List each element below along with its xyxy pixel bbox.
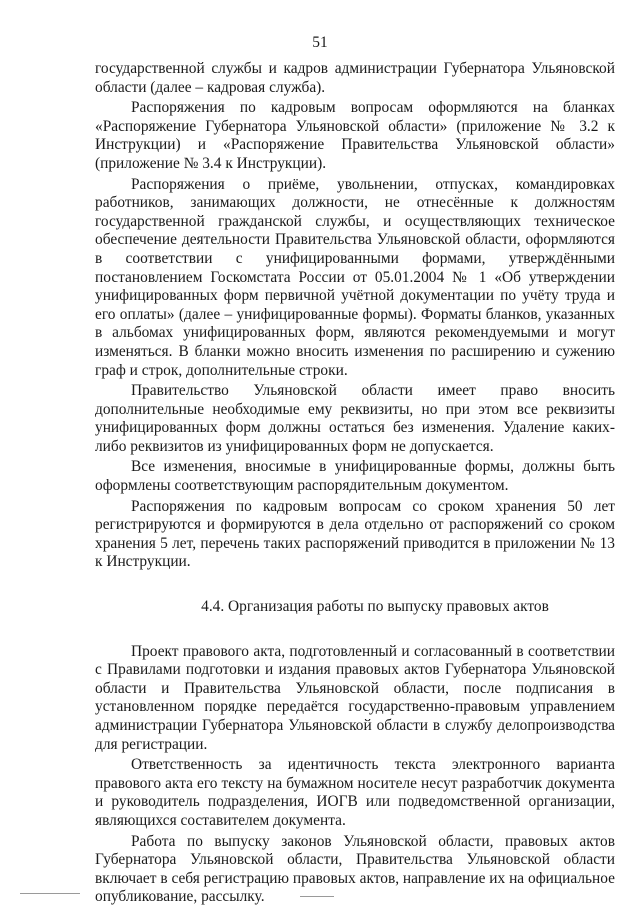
- paragraph-publication-work: Работа по выпуску законов Ульяновской области, правовых актов Губернатора Ульяновской области, Правительства Ульяновской области включает в себя регистрацию правовых актов, направление их на официальное опубликование, рассылку.: [95, 832, 615, 906]
- section-heading: 4.4. Организация работы по выпуску правовых актов: [201, 598, 549, 616]
- paragraph-requisites: Правительство Ульяновской области имеет право вносить дополнительные необходимые ему реквизиты, но при этом все реквизиты унифицированных форм должны остаться без изменения. Удаление каких-либо реквизитов из унифицированных форм не допускается.: [95, 382, 615, 455]
- paragraph-unified-forms: Распоряжения о приёме, увольнении, отпусках, командировках работников, занимающих должности, не отнесённые к должностям государственной гражданской службы, и осуществляющих техническое обеспечение деятельности Правительства Ульяновской области, оформляются в соответствии с унифицированными формами, утверждёнными постановлением Госкомстата России от 05.01.2004 № 1 «Об утверждении унифицированных форм первичной учётной документации по учёту труда и его оплаты» (далее – унифицированные формы). Форматы бланков, указанных в альбомах унифицированных форм, являются рекомендуемыми и могут изменяться. В бланки можно вносить изменения по расширению и сужению граф и строк, дополнительные строки.: [95, 175, 615, 379]
- paragraph-draft-act: Проект правового акта, подготовленный и согласованный в соответствии с Правилами подготовки и издания правовых актов Губернатора Ульяновской области и Правительства Ульяновской области, после подписания в установленном порядке передаётся государственно-правовым управлением администрации Губернатора Ульяновской области в службу делопроизводства для регистрации.: [95, 642, 615, 753]
- document-body: [95, 60, 615, 907]
- paragraph-responsibility: Ответственность за идентичность текста электронного варианта правового акта его тексту на бумажном носителе несут разработчик документа и руководитель подразделения, ИОГВ или подведомственной организации, являющихся составителем документа.: [95, 756, 615, 829]
- scan-artifact: [20, 893, 80, 894]
- page-number: 51: [312, 34, 328, 51]
- paragraph-storage-terms: Распоряжения по кадровым вопросам со сроком хранения 50 лет регистрируются и формируются в дела отдельно от распоряжений со сроком хранения 5 лет, перечень таких распоряжений приводится в приложении № 13 к Инструкции.: [95, 497, 615, 571]
- scan-artifact: [300, 896, 334, 897]
- paragraph-blanks: Распоряжения по кадровым вопросам оформляются на бланках «Распоряжение Губернатора Ульяновской области» (приложение № 3.2 к Инструкции) и «Распоряжение Правительства Ульяновской области» (приложение № 3.4 к Инструкции).: [95, 99, 615, 172]
- paragraph-changes: Все изменения, вносимые в унифицированные формы, должны быть оформлены соответствующим распорядительным документом.: [95, 458, 615, 495]
- paragraph-continuation: государственной службы и кадров администрации Губернатора Ульяновской области (далее – кадровая служба).: [95, 60, 615, 96]
